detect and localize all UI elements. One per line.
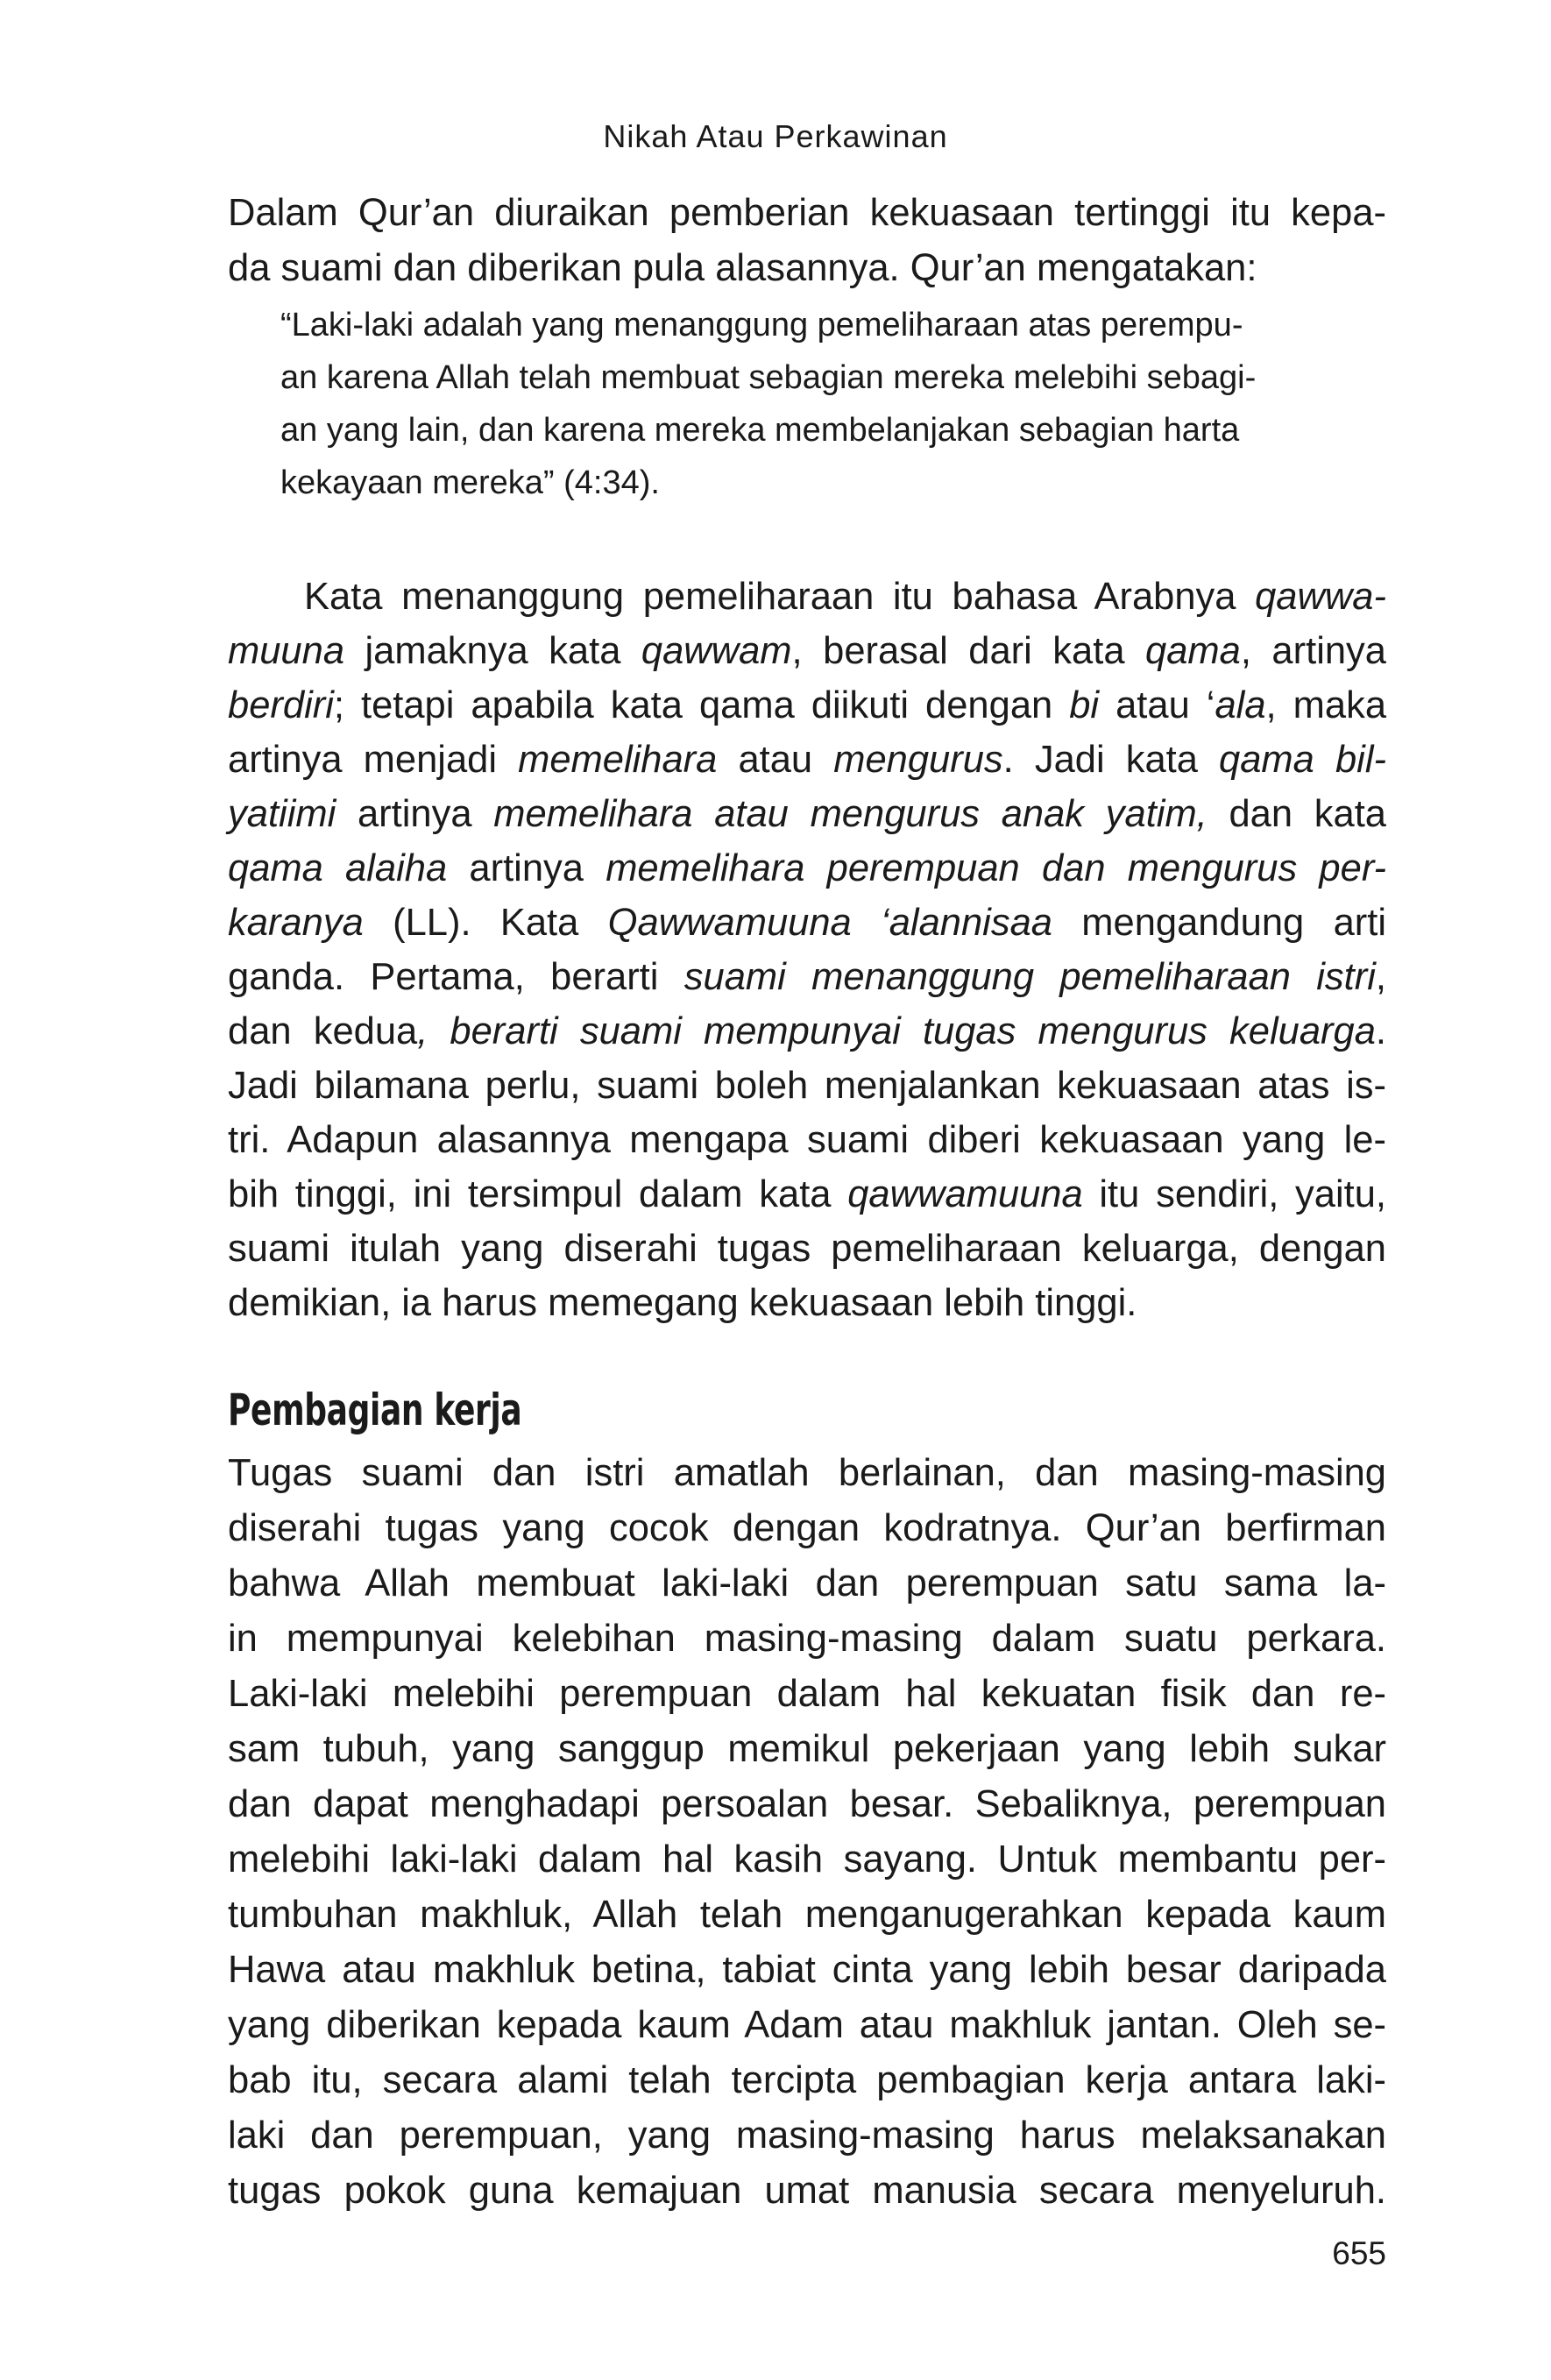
para2-line-2: muuna jamaknya kata qawwam, berasal dari kata qama, artinya — [228, 630, 1386, 672]
para2-line-8: ganda. Pertama, berarti suami menanggung pemeliharaan istri, — [228, 956, 1386, 998]
intro-line-2: da suami dan diberikan pula alasannya. Qur’an mengatakan: — [228, 247, 1257, 289]
para2-line-3: berdiri; tetapi apabila kata qama diikuti dengan bi atau ‘ala, maka — [228, 684, 1387, 726]
page-number: 655 — [1332, 2235, 1386, 2271]
section-line-14: tugas pokok guna kemajuan umat manusia secara menyeluruh. — [228, 2170, 1386, 2212]
section-line-3: bahwa Allah membuat laki-laki dan perempuan satu sama la- — [228, 1562, 1386, 1604]
para2-line-14: demikian, ia harus memegang kekuasaan lebih tinggi. — [228, 1282, 1137, 1324]
quote-line-3: an yang lain, dan karena mereka membelanjakan sebagian harta — [280, 412, 1240, 449]
running-header: Nikah Atau Perkawinan — [603, 118, 948, 154]
section-line-9: tumbuhan makhluk, Allah telah menganugerahkan kepada kaum — [228, 1894, 1386, 1936]
para2-line-9: dan kedua, berarti suami mempunyai tugas mengurus keluarga. — [228, 1010, 1386, 1052]
para2-line-4: artinya menjadi memelihara atau mengurus. Jadi kata qama bil- — [228, 739, 1386, 781]
para2-line-6: qama alaiha artinya memelihara perempuan dan mengurus per- — [228, 847, 1387, 889]
section-line-5: Laki-laki melebihi perempuan dalam hal kekuatan fisik dan re- — [228, 1673, 1386, 1715]
para2-line-1: Kata menanggung pemeliharaan itu bahasa Arabnya qawwa- — [304, 576, 1386, 618]
para2-line-5: yatiimi artinya memelihara atau mengurus anak yatim, dan kata — [228, 793, 1386, 835]
section-line-11: yang diberikan kepada kaum Adam atau makhluk jantan. Oleh se- — [228, 2004, 1386, 2046]
quote-line-4: kekayaan mereka” (4:34). — [280, 464, 660, 501]
quote-line-1: “Laki-laki adalah yang menanggung pemeliharaan atas perempu- — [280, 307, 1243, 344]
section-line-4: in mempunyai kelebihan masing-masing dalam suatu perkara. — [228, 1618, 1386, 1660]
intro-line-1: Dalam Qur’an diuraikan pemberian kekuasaan tertinggi itu kepa- — [228, 192, 1386, 234]
section-heading: Pembagian kerja — [228, 1385, 522, 1435]
para2-line-7: karanya (LL). Kata Qawwamuuna ‘alannisaa mengandung arti — [228, 902, 1386, 944]
section-line-10: Hawa atau makhluk betina, tabiat cinta yang lebih besar daripada — [228, 1949, 1386, 1991]
section-line-8: melebihi laki-laki dalam hal kasih sayang. Untuk membantu per- — [228, 1838, 1386, 1881]
section-line-13: laki dan perempuan, yang masing-masing harus melaksanakan — [228, 2114, 1386, 2157]
para2-line-10: Jadi bilamana perlu, suami boleh menjalankan kekuasaan atas is- — [228, 1065, 1386, 1107]
section-line-6: sam tubuh, yang sanggup memikul pekerjaan yang lebih sukar — [228, 1728, 1386, 1770]
section-line-2: diserahi tugas yang cocok dengan kodratnya. Qur’an berfirman — [228, 1507, 1386, 1549]
section-line-12: bab itu, secara alami telah tercipta pembagian kerja antara laki- — [228, 2059, 1386, 2101]
para2-line-13: suami itulah yang diserahi tugas pemeliharaan keluarga, dengan — [228, 1228, 1386, 1270]
section-line-7: dan dapat menghadapi persoalan besar. Sebaliknya, perempuan — [228, 1783, 1386, 1825]
para2-line-12: bih tinggi, ini tersimpul dalam kata qawwamuuna itu sendiri, yaitu, — [228, 1173, 1387, 1215]
section-line-1: Tugas suami dan istri amatlah berlainan, dan masing-masing — [228, 1452, 1386, 1494]
para2-line-11: tri. Adapun alasannya mengapa suami diberi kekuasaan yang le- — [228, 1119, 1386, 1161]
quote-line-2: an karena Allah telah membuat sebagian mereka melebihi sebagi- — [280, 359, 1257, 396]
